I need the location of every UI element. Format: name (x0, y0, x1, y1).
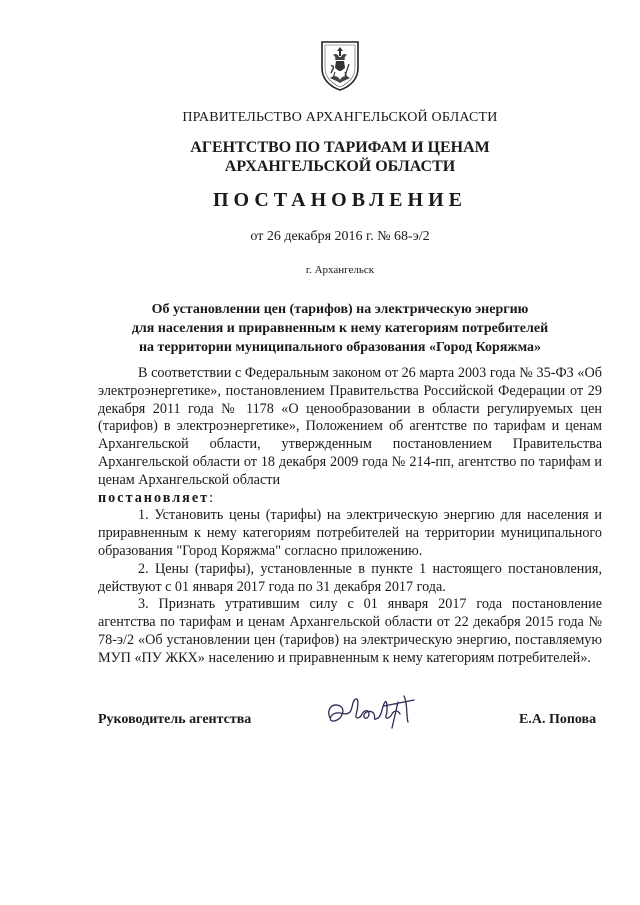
document-subject (60, 300, 620, 357)
item-2-paragraph: 2. Цены (тарифы), установленные в пункте 1 настоящего постановления, действуют с 01 января 2017 года по 31 декабря 2017 года. (98, 560, 602, 595)
signatory-role: Руководитель агентства (98, 712, 252, 727)
subject-line3: на территории муниципального образования «Город Коряжма» (138, 340, 542, 355)
document-body (98, 365, 602, 668)
coat-of-arms-icon (319, 38, 361, 92)
city-line: г. Архангельск (305, 264, 375, 276)
resolves-line (98, 490, 602, 508)
resolves-word: постановляет (98, 489, 210, 506)
agency-heading-line2: АРХАНГЕЛЬСКОЙ ОБЛАСТИ (224, 158, 456, 175)
subject-line2: для населения и приравненным к нему категориям потребителей (131, 321, 549, 336)
agency-heading (60, 138, 620, 176)
item-3-paragraph: 3. Признать утратившим силу с 01 января 2017 года постановление агентства по тарифам и ценам Архангельской области от 22 декабря 2015 года № 78-э/2 «Об установлении цен (тарифов) на электрическую энергию, поставляемую МУП «ПУ ЖКХ» населению и приравненным к нему категориям потребителей». (98, 596, 602, 666)
agency-heading-line1: АГЕНТСТВО ПО ТАРИФАМ И ЦЕНАМ (190, 139, 490, 156)
preamble-paragraph: В соответствии с Федеральным законом от 26 марта 2003 года № 35-ФЗ «Об электроэнергетике», постановлением Правительства Российской Федерации от 29 декабря 2011 года № 1178 «О ценообразовании в области регулируемых цен (тарифов) в электроэнергетике», Положением об агентстве по тарифам и ценам Архангельской области, утвержденным постановлением Правительства Архангельской области от 18 декабря 2009 года № 214-пп, агентство по тарифам и ценам Архангельской области (98, 365, 602, 488)
handwritten-signature (322, 688, 432, 738)
government-heading: ПРАВИТЕЛЬСТВО АРХАНГЕЛЬСКОЙ ОБЛАСТИ (182, 110, 498, 125)
item-1-paragraph: 1. Установить цены (тарифы) на электрическую энергию для населения и приравненным к нему категориям потребителей на территории муниципального образования "Город Коряжма" согласно приложению. (98, 507, 602, 559)
document-type-title: ПОСТАНОВЛЕНИЕ (213, 189, 467, 211)
subject-line1: Об установлении цен (тарифов) на электрическую энергию (151, 302, 529, 317)
signatory-name: Е.А. Попова (519, 712, 597, 727)
date-and-number: от 26 декабря 2016 г. № 68-э/2 (250, 229, 430, 244)
resolves-colon: : (209, 489, 214, 506)
